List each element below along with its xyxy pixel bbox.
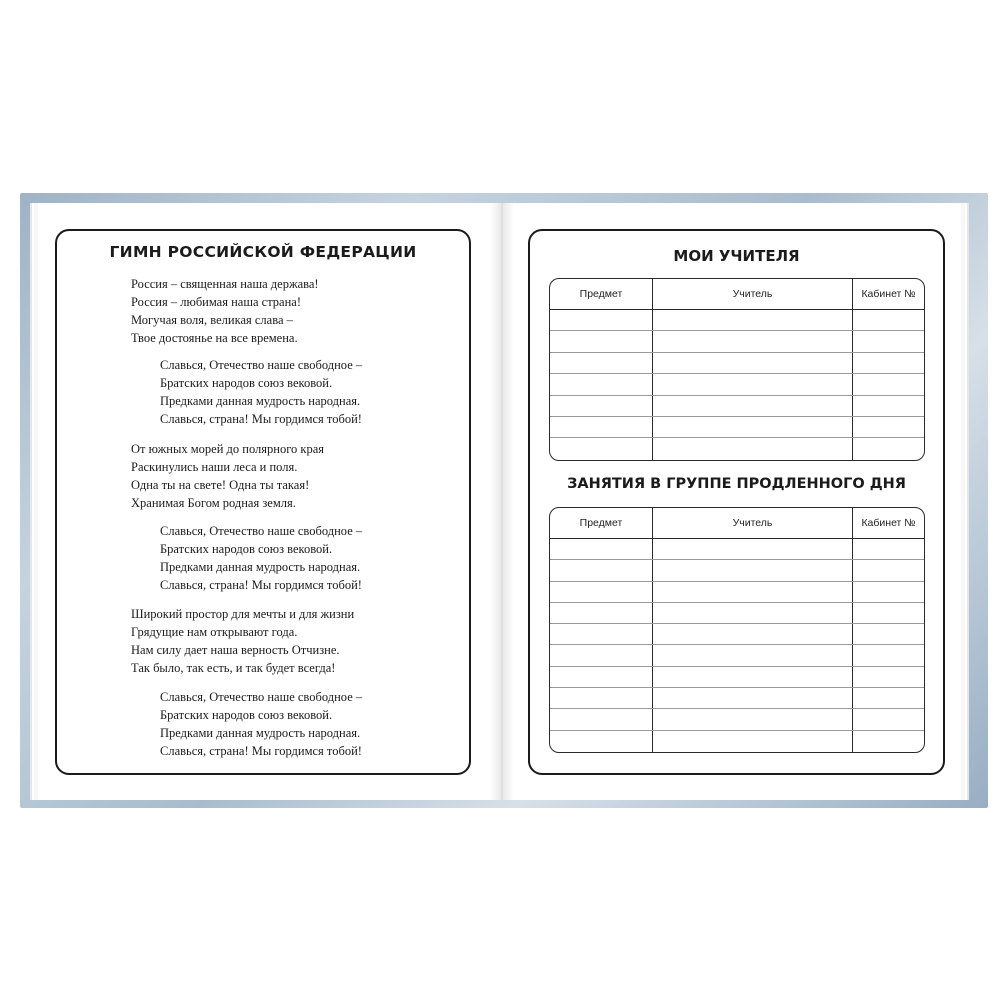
table-body xyxy=(550,539,924,752)
header-subject: Предмет xyxy=(550,279,653,309)
table-body xyxy=(550,310,924,460)
table-cell xyxy=(853,353,924,373)
book-spine-gutter xyxy=(490,203,514,800)
table-cell xyxy=(853,396,924,416)
table-cell xyxy=(853,310,924,330)
table-cell xyxy=(550,539,653,559)
stanza-line: Могучая воля, великая слава – xyxy=(131,313,293,327)
teachers-table xyxy=(549,278,925,461)
table-cell xyxy=(550,709,653,729)
header-room: Кабинет № xyxy=(861,288,916,300)
table-cell xyxy=(853,582,924,602)
stanza-line: Славься, страна! Мы гордимся тобой! xyxy=(160,744,362,758)
stanza-line: Славься, страна! Мы гордимся тобой! xyxy=(160,578,362,592)
table-cell xyxy=(550,353,653,373)
table-cell xyxy=(653,539,853,559)
table-cell xyxy=(653,603,853,623)
table-cell xyxy=(653,624,853,644)
table-row xyxy=(550,353,924,374)
table-cell xyxy=(853,417,924,437)
table-cell xyxy=(653,731,853,752)
anthem-chorus-2 xyxy=(160,522,362,594)
table-cell xyxy=(550,603,653,623)
header-teacher: Учитель xyxy=(653,279,853,309)
table-row xyxy=(550,396,924,417)
stanza-line: Славься, Отечество наше свободное – xyxy=(160,690,363,704)
header-room: Кабинет № xyxy=(861,517,916,529)
table-cell xyxy=(550,396,653,416)
table-cell xyxy=(853,603,924,623)
table-header xyxy=(550,508,924,539)
table-cell xyxy=(550,688,653,708)
table-cell xyxy=(550,624,653,644)
table-cell xyxy=(550,310,653,330)
table-cell xyxy=(853,667,924,687)
extended-day-table xyxy=(549,507,925,753)
table-cell xyxy=(853,731,924,752)
stanza-line: Твое достоянье на все времена. xyxy=(131,331,298,345)
stanza-line: Братских народов союз вековой. xyxy=(160,542,333,556)
table-cell xyxy=(653,645,853,665)
table-row xyxy=(550,374,924,395)
table-row xyxy=(550,603,924,624)
table-row xyxy=(550,709,924,730)
anthem-stanza-2 xyxy=(131,440,324,512)
anthem-chorus-3 xyxy=(160,688,362,760)
stanza-line: Так было, так есть, и так будет всегда! xyxy=(131,661,336,675)
table-cell xyxy=(653,374,853,394)
table-cell xyxy=(550,582,653,602)
table-cell xyxy=(550,667,653,687)
header-teacher: Учитель xyxy=(653,508,853,538)
table-row xyxy=(550,731,924,752)
table-cell xyxy=(550,560,653,580)
stanza-line: Широкий простор для мечты и для жизни xyxy=(131,607,355,621)
table-cell xyxy=(550,438,653,459)
table-cell xyxy=(853,539,924,559)
table-cell xyxy=(853,438,924,459)
table-cell xyxy=(853,624,924,644)
table-row xyxy=(550,417,924,438)
teachers-title: МОИ УЧИТЕЛЯ xyxy=(673,247,800,265)
stanza-line: Славься, страна! Мы гордимся тобой! xyxy=(160,412,362,426)
table-cell xyxy=(653,353,853,373)
table-cell xyxy=(853,645,924,665)
table-row xyxy=(550,438,924,459)
table-row xyxy=(550,645,924,666)
table-row xyxy=(550,582,924,603)
table-cell xyxy=(653,709,853,729)
stanza-line: Одна ты на свете! Одна ты такая! xyxy=(131,478,310,492)
table-cell xyxy=(550,374,653,394)
table-row xyxy=(550,331,924,352)
table-cell xyxy=(653,438,853,459)
table-cell xyxy=(653,417,853,437)
stanza-line: Предками данная мудрость народная. xyxy=(160,394,361,408)
table-cell xyxy=(550,417,653,437)
table-cell xyxy=(653,560,853,580)
stanza-line: Предками данная мудрость народная. xyxy=(160,726,361,740)
header-subject: Предмет xyxy=(550,508,653,538)
stanza-line: Славься, Отечество наше свободное – xyxy=(160,524,363,538)
table-cell xyxy=(550,645,653,665)
table-cell xyxy=(550,731,653,752)
table-row xyxy=(550,688,924,709)
stanza-line: Братских народов союз вековой. xyxy=(160,708,333,722)
anthem-stanza-1 xyxy=(131,275,319,347)
table-cell xyxy=(853,709,924,729)
table-cell xyxy=(653,310,853,330)
table-row xyxy=(550,667,924,688)
stanza-line: Хранимая Богом родная земля. xyxy=(131,496,296,510)
table-row xyxy=(550,539,924,560)
table-cell xyxy=(853,688,924,708)
stanza-line: Россия – священная наша держава! xyxy=(131,277,319,291)
anthem-title: ГИМН РОССИЙСКОЙ ФЕДЕРАЦИИ xyxy=(109,243,417,261)
table-cell xyxy=(653,331,853,351)
stanza-line: Братских народов союз вековой. xyxy=(160,376,333,390)
table-row xyxy=(550,624,924,645)
table-cell xyxy=(653,667,853,687)
extended-day-title: ЗАНЯТИЯ В ГРУППЕ ПРОДЛЕННОГО ДНЯ xyxy=(567,476,906,492)
table-cell xyxy=(550,331,653,351)
stanza-line: Грядущие нам открывают года. xyxy=(131,625,298,639)
anthem-chorus-1 xyxy=(160,356,362,428)
table-cell xyxy=(853,374,924,394)
table-cell xyxy=(653,582,853,602)
table-cell xyxy=(853,331,924,351)
table-header xyxy=(550,279,924,310)
stanza-line: Россия – любимая наша страна! xyxy=(131,295,302,309)
anthem-stanza-3 xyxy=(131,605,354,677)
stanza-line: Славься, Отечество наше свободное – xyxy=(160,358,363,372)
stanza-line: Нам силу дает наша верность Отчизне. xyxy=(131,643,340,657)
table-row xyxy=(550,310,924,331)
table-cell xyxy=(853,560,924,580)
stanza-line: От южных морей до полярного края xyxy=(131,442,325,456)
stanza-line: Раскинулись наши леса и поля. xyxy=(131,460,298,474)
table-cell xyxy=(653,688,853,708)
table-cell xyxy=(653,396,853,416)
stanza-line: Предками данная мудрость народная. xyxy=(160,560,361,574)
table-row xyxy=(550,560,924,581)
